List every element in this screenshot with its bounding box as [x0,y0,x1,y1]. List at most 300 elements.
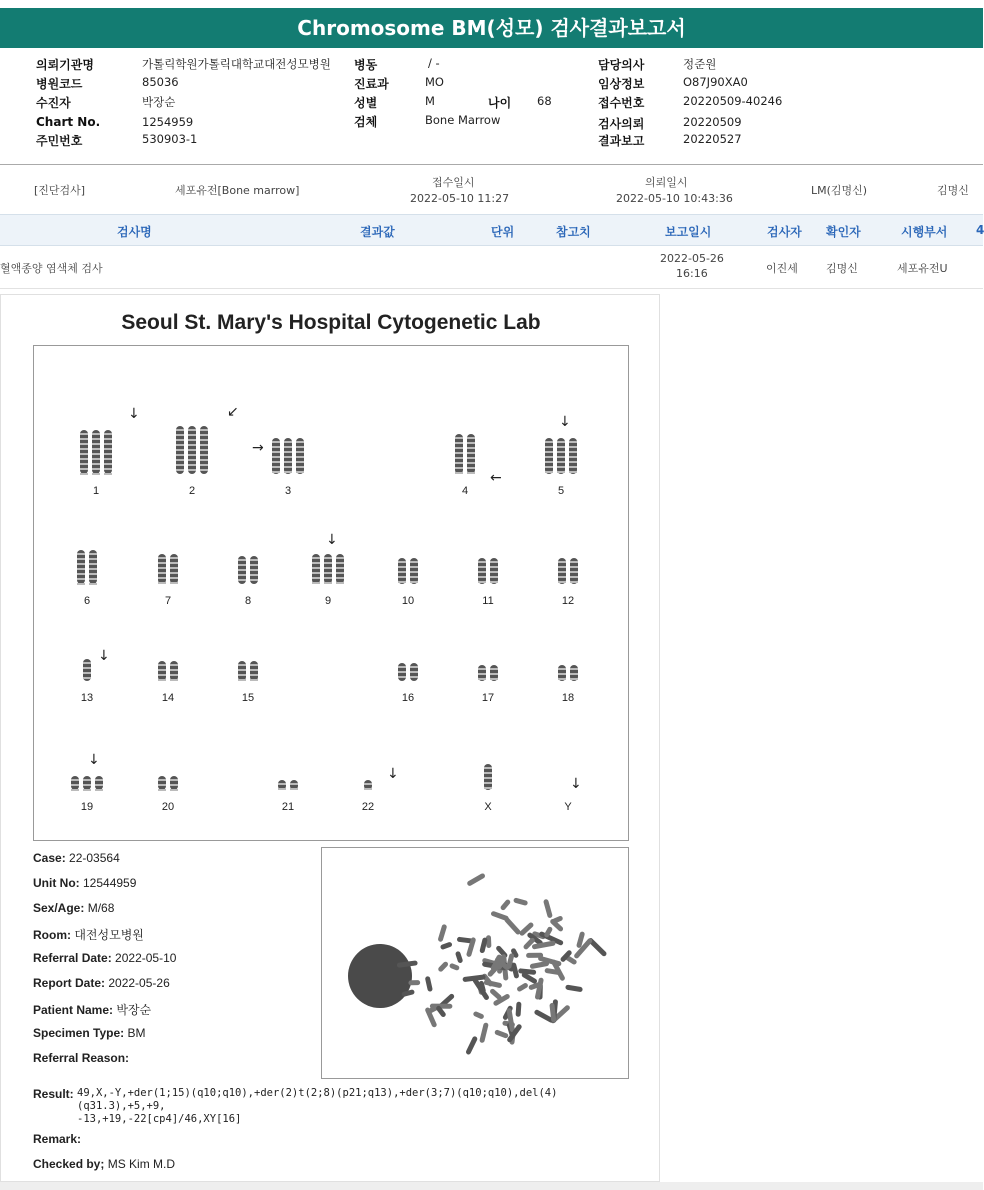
band [92,448,100,450]
band [104,463,112,465]
band [170,572,178,574]
requested-value: 2022-05-10 10:43:36 [616,192,733,205]
band [455,447,463,449]
band [410,561,418,563]
report-date-value: 2022-05-26 [108,976,170,990]
arrow-icon: ↓ [98,648,110,664]
band [272,471,280,473]
band [188,429,196,431]
band [158,567,166,569]
chromosome-5 [545,438,577,497]
band [290,788,298,790]
band [455,462,463,464]
band [92,438,100,440]
band [92,453,100,455]
chromosome-Y [564,801,572,813]
band [410,571,418,573]
band [80,443,88,445]
band [77,553,85,555]
band [557,456,565,458]
chromosome-2 [176,426,208,497]
remark-label: Remark: [33,1132,82,1146]
value-clinical-info: O87J90XA0 [683,75,748,89]
band [95,789,103,791]
label-department: 진료과 [354,77,389,91]
band [158,582,166,584]
band [312,562,320,564]
band [545,441,553,443]
band [250,579,258,581]
chromatid [170,776,178,790]
band [467,442,475,444]
metaphase-chromosome [437,961,449,973]
band [77,563,85,565]
band [324,562,332,564]
band [170,582,178,584]
metaphase-chromosome [408,980,420,985]
band [490,571,498,573]
patient-name-line [33,1001,151,1018]
chromosome-9 [312,554,344,607]
col-report-date: 보고일시 [665,225,712,239]
band [83,672,91,674]
metaphase-chromosome [437,924,447,943]
band [467,472,475,474]
band [83,784,91,786]
row-dept: 세포유전U [897,262,948,275]
band [238,664,246,666]
band [569,466,577,468]
band [83,662,91,664]
band [238,579,246,581]
band [558,571,566,573]
band [250,674,258,676]
band [176,459,184,461]
band [478,678,486,680]
col-tester: 검사자 [767,225,802,239]
metaphase-chromosome [513,897,528,906]
row-report-time: 16:16 [676,267,708,280]
label-receipt-no: 접수번호 [598,96,645,110]
result-line-1: 49,X,-Y,+der(1;15)(q10;q10),+der(2)t(2;8)(p21;q13),+der(3;7)(q10;q10),del(4)(q31.3),+5,+9, [77,1087,558,1112]
band [250,664,258,666]
band [80,463,88,465]
unit-no-label: Unit No: [33,876,80,890]
band [176,444,184,446]
arrow-icon: ↓ [326,532,338,548]
band [478,673,486,675]
band [570,576,578,578]
band [188,434,196,436]
specimen-type-line [33,1026,145,1040]
label-patient: 수진자 [36,96,71,110]
band [170,679,178,681]
metaphase-chromosome [473,1011,485,1020]
band [558,561,566,563]
chromosome-13 [81,659,93,704]
band [557,441,565,443]
band [200,449,208,451]
row-confirmer: 김명신 [826,262,858,275]
col-reference: 참고치 [556,225,591,239]
band [312,582,320,584]
band [490,678,498,680]
band [176,439,184,441]
band [238,559,246,561]
band [410,581,418,583]
band [570,571,578,573]
band [200,459,208,461]
checked-by-label: Checked by; [33,1157,105,1171]
band [170,784,178,786]
label-resident-no: 주민번호 [36,134,83,148]
chromosome-1 [80,430,112,497]
band [490,673,498,675]
metaphase-chromosome [503,916,521,935]
row-report-date: 2022-05-26 [660,252,724,265]
label-hospital-code: 병원코드 [36,77,83,91]
specimen-type-label: Specimen Type: [33,1026,125,1040]
band [89,583,97,585]
patient-info [0,54,983,154]
chromosome-label-19: 19 [80,801,94,813]
band [200,444,208,446]
referral-date-value: 2022-05-10 [115,951,177,965]
band [200,469,208,471]
band [83,789,91,791]
metaphase-chromosome [518,968,536,975]
band [188,449,196,451]
chromatid [95,776,103,790]
result-value [77,1087,637,1126]
value-department: MO [425,75,444,89]
band [545,456,553,458]
band [250,559,258,561]
chromosome-label-Y: Y [564,801,572,813]
label-ward: 병동 [354,58,378,72]
band [558,566,566,568]
metaphase-chromosome [494,1029,509,1039]
band [238,679,246,681]
band [364,783,372,785]
chromosome-11 [478,558,498,607]
band [558,673,566,675]
band [89,573,97,575]
unit-no-value: 12544959 [83,876,137,890]
value-ward: / - [428,56,440,70]
band [398,666,406,668]
band [170,567,178,569]
band [398,571,406,573]
band [455,467,463,469]
band [83,677,91,679]
band [569,461,577,463]
band [104,438,112,440]
metaphase-chromosome [543,899,553,919]
band [410,671,418,673]
band [158,557,166,559]
col-confirmer: 확인자 [826,225,861,239]
label-chart-no: Chart No. [36,115,101,129]
chromosome-12 [558,558,578,607]
band [272,441,280,443]
patient-name-label: Patient Name: [33,1003,114,1017]
band [250,569,258,571]
value-resident-no: 530903-1 [142,132,198,146]
band [77,578,85,580]
band [545,471,553,473]
band [324,557,332,559]
band [188,459,196,461]
case-label: Case: [33,851,66,865]
band [490,581,498,583]
band [490,561,498,563]
band [478,576,486,578]
value-receipt-no: 20220509-40246 [683,94,783,108]
band [104,453,112,455]
report-title: Chromosome BM(성모) 검사결과보고서 [0,8,983,48]
band [312,557,320,559]
band [250,564,258,566]
band [364,788,372,790]
chromosome-18 [558,665,578,704]
chromosome-19 [71,776,103,813]
band [296,446,304,448]
chromosome-label-9: 9 [324,595,332,607]
chromosome-label-16: 16 [401,692,415,704]
metaphase-chromosome [425,976,433,992]
band [92,463,100,465]
value-sex: M [425,94,435,108]
label-specimen: 검체 [354,115,378,129]
band [89,558,97,560]
band [200,454,208,456]
chromosome-4 [455,434,475,497]
sex-age-label: Sex/Age: [33,901,85,915]
band [570,678,578,680]
metaphase-chromosome [449,963,460,971]
table-row[interactable] [0,247,983,289]
band [410,666,418,668]
checked-by-value: MS Kim M.D [107,1157,176,1171]
chromosome-21 [278,780,298,813]
band [455,457,463,459]
chromosome-label-18: 18 [561,692,575,704]
arrow-icon: → [252,440,264,456]
metaphase-chromosome [479,1022,489,1043]
chromosome-label-8: 8 [244,595,252,607]
chromosome-label-12: 12 [561,595,575,607]
band [77,568,85,570]
requested-label: 의뢰일시 [645,176,688,189]
band [410,566,418,568]
band [296,441,304,443]
chromatid [83,776,91,790]
band [80,433,88,435]
chromosome-17 [478,665,498,704]
band [170,669,178,671]
band [176,454,184,456]
chromosome-label-7: 7 [164,595,172,607]
band [467,452,475,454]
chromosome-label-11: 11 [482,595,494,607]
chromosome-10 [398,558,418,607]
band [324,577,332,579]
chromatid [104,430,112,474]
band [83,667,91,669]
value-hospital-code: 85036 [142,75,179,89]
band [478,571,486,573]
band [484,782,492,784]
band [250,679,258,681]
band [176,449,184,451]
band [89,568,97,570]
label-age: 나이 [488,96,512,110]
chromosome-label-2: 2 [188,485,196,497]
band [290,783,298,785]
band [296,466,304,468]
arrow-icon: ← [490,470,502,486]
band [398,561,406,563]
diag-department: 세포유전[Bone marrow] [175,184,300,197]
band [545,466,553,468]
band [557,466,565,468]
arrow-icon: ↓ [387,766,399,782]
band [188,464,196,466]
band [478,668,486,670]
band [455,472,463,474]
chromosome-6 [77,550,97,607]
chromosome-label-3: 3 [284,485,292,497]
metaphase-chromosome [500,899,512,912]
band [545,461,553,463]
band [238,574,246,576]
label-clinical-info: 임상정보 [598,77,645,91]
band [176,469,184,471]
band [80,438,88,440]
band [312,577,320,579]
band [158,789,166,791]
karyogram [33,345,629,841]
arrow-icon: ↓ [559,414,571,430]
band [398,671,406,673]
band [92,443,100,445]
value-specimen: Bone Marrow [425,113,501,127]
band [557,461,565,463]
band [95,779,103,781]
band [570,581,578,583]
metaphase-chromosome [489,988,503,1001]
sex-age-line [33,901,114,915]
band [89,553,97,555]
band [170,789,178,791]
band [77,583,85,585]
chromosome-7 [158,554,178,607]
lm-name: LM(김명신) [811,184,868,197]
band [455,437,463,439]
col-unit: 단위 [491,225,515,239]
band [324,582,332,584]
band [478,581,486,583]
band [467,437,475,439]
band [336,567,344,569]
band [490,576,498,578]
band [188,469,196,471]
band [278,783,286,785]
value-result-report: 20220527 [683,132,742,146]
band [272,451,280,453]
band [83,779,91,781]
band [71,779,79,781]
band [80,453,88,455]
unit-no-line [33,876,136,890]
band [324,572,332,574]
band [455,452,463,454]
karyogram-drawing [34,346,630,842]
band [398,566,406,568]
value-doctor: 정준원 [683,57,717,71]
band [312,572,320,574]
metaphase-image [321,847,629,1079]
band [238,674,246,676]
band [570,668,578,670]
band [89,563,97,565]
band [570,673,578,675]
nucleus [348,944,412,1008]
band [200,434,208,436]
chromosome-label-15: 15 [241,692,255,704]
band [104,473,112,475]
label-institution: 의뢰기관명 [36,58,94,72]
band [557,471,565,473]
band [336,582,344,584]
band [336,572,344,574]
band [545,446,553,448]
band [398,676,406,678]
result-line-2: -13,+19,-22[cp4]/46,XY[16] [77,1113,242,1125]
chromosome-3 [272,438,304,497]
received-value: 2022-05-10 11:27 [410,192,510,205]
band [557,446,565,448]
band [250,669,258,671]
chromatid [80,430,88,474]
metaphase-chromosome [466,873,486,887]
band [284,461,292,463]
band [92,433,100,435]
band [188,439,196,441]
divider [0,164,983,165]
arrow-icon: ↓ [570,776,582,792]
metaphase-chromosome [573,937,593,959]
band [569,441,577,443]
band [484,787,492,789]
chromosome-label-4: 4 [461,485,469,497]
band [158,674,166,676]
col-dept: 시행부서 [901,225,948,239]
band [272,446,280,448]
band [478,566,486,568]
band [200,464,208,466]
band [158,669,166,671]
patient-name-value: 박장순 [116,1003,152,1017]
band [104,458,112,460]
value-age: 68 [537,94,552,108]
band [170,562,178,564]
chromatid [71,776,79,790]
band [490,668,498,670]
chromosome-label-13: 13 [80,692,94,704]
band [80,448,88,450]
